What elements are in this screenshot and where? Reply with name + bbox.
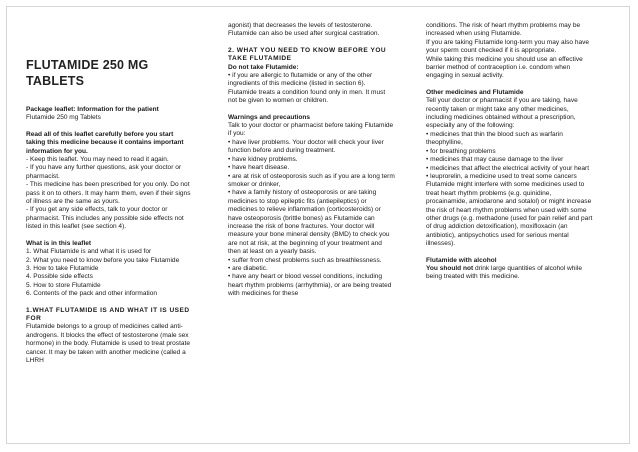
column-2 (228, 22, 396, 299)
alcohol-heading: Flutamide with alcohol (426, 256, 497, 264)
leaflet-subheading: Flutamide 250 mg Tablets (26, 114, 101, 122)
warnings-intro: Talk to your doctor or pharmacist before taking Flutamide if you: (228, 122, 394, 138)
other-medicines-item: • medicines that may cause damage to the liver (426, 156, 564, 164)
warnings-continued: conditions. The risk of heart rhythm problems may be increased when using Flutamide. (426, 22, 581, 38)
warnings-item: • have any heart or blood vessel conditions, including heart rhythm problems (arrhythmia), or are being treated with medicines for these (228, 273, 392, 298)
read-item: - If you have any further questions, ask your doctor or pharmacist. (26, 164, 182, 180)
document-title: FLUTAMIDE 250 MG TABLETS (26, 58, 149, 88)
read-warning: Read all of this leaflet carefully before you start taking this medicine because it contains important information for you. (26, 130, 184, 155)
column-3 (426, 22, 594, 282)
contents-heading: What is in this leaflet (26, 239, 92, 247)
other-medicines-heading: Other medicines and Flutamide (426, 88, 524, 96)
contents-item: 6. Contents of the pack and other information (26, 290, 158, 298)
read-item: - If you get any side effects, talk to your doctor or pharmacist. This includes any possible side effects not listed in this leaflet (see section 4). (26, 206, 184, 231)
other-medicines-item: • for breathing problems (426, 147, 496, 155)
section-1-heading: 1.WHAT FLUTAMIDE IS AND WHAT IT IS USED FOR (26, 306, 190, 322)
do-not-take-item: • if you are allergic to flutamide or any of the other ingredients of this medicine (listed in section 6). Flutamide treats a condition found only in men. It must not be given to women or children. (228, 72, 386, 105)
other-medicines-item: • leuprorelin, a medicine used to treat some cancers (426, 172, 577, 180)
other-medicines-intro: Tell your doctor or pharmacist if you are taking, have recently taken or might take any other medicines, including medicines obtained without a prescription, especially any of the following: (426, 97, 578, 130)
section-1-text: Flutamide belongs to a group of medicines called anti-androgens. It blocks the effect of testosterone (male sex hormone) in the body. Flutamide is used to treat prostate cancer. It may be taken with another medicine (called a LHRH (26, 323, 191, 364)
warnings-item: • have heart disease. (228, 164, 290, 172)
warnings-item: • have a family history of osteoporosis or are taking medicines to stop epileptic fits (antiepileptics) or medicines to relieve inflammation (corticosteroids) or have osteoporosis (brittle bones) as Flutamide can increase the risk of bone fractures. Your doctor will measure your bone mineral density (BMD) to check you are not at risk, at the beginning of your treatment and then at least on a yearly basis. (228, 189, 390, 256)
warnings-item: • are at risk of osteoporosis such as if you are a long term smoker or drinker, (228, 172, 395, 188)
column-1 (26, 58, 194, 365)
section-2-heading: 2. WHAT YOU NEED TO KNOW BEFORE YOU TAKE FLUTAMIDE (228, 46, 387, 63)
alcohol-warning-rest: drink large quantities of alcohol while being treated with this medicine. (426, 264, 582, 281)
contents-item: 2. What you need to know before you take Flutamide (26, 256, 180, 264)
interference-text: Flutamide might interfere with some medicines used to treat heart rhythm problems (e.g. quinidine, procainamide, amiodarone and sotalol) or might increase the risk of heart rhythm problems when used with some other drugs (e.g. methadone (used for pain relief and part of drug addiction detoxification), moxifloxacin (an antibiotic), antipsychotics used for serious mental illnesses). (426, 181, 593, 248)
fertility-text: If you are taking Flutamide long-term you may also have your sperm count checked if it is appropriate. (426, 38, 590, 55)
warnings-item: • suffer from chest problems such as breathlessness. (228, 256, 382, 264)
contents-item: 1. What Flutamide is and what it is used for (26, 248, 152, 256)
warnings-heading: Warnings and precautions (228, 113, 310, 121)
contraception-text: While taking this medicine you should use an effective barrier method of contraception i.e. condom when engaging in sexual activity. (426, 55, 583, 80)
other-medicines-item: • medicines that thin the blood such as warfarin theophylline, (426, 130, 563, 147)
other-medicines-item: • medicines that affect the electrical activity of your heart (426, 164, 590, 172)
alcohol-warning-bold: You should not (426, 264, 474, 272)
warnings-item: • are diabetic. (228, 264, 268, 272)
read-item: - Keep this leaflet. You may need to read it again. (26, 156, 169, 164)
warnings-item: • have liver problems. Your doctor will check your liver function before and during treatment. (228, 138, 384, 155)
warnings-item: • have kidney problems. (228, 155, 298, 163)
contents-item: 5. How to store Flutamide (26, 281, 101, 289)
contents-item: 4. Possible side effects (26, 273, 93, 281)
read-item: - This medicine has been prescribed for you only. Do not pass it on to others. It may harm them, even if their signs of illness are the same as yours. (26, 181, 191, 206)
contents-item: 3. How to take Flutamide (26, 264, 99, 272)
alcohol-text (426, 265, 594, 282)
section-1-continued: agonist) that decreases the levels of testosterone. Flutamide can also be used after surgical castration. (228, 22, 380, 38)
do-not-take-heading: Do not take Flutamide: (228, 63, 299, 71)
leaflet-heading: Package leaflet: Information for the patient (26, 106, 159, 113)
